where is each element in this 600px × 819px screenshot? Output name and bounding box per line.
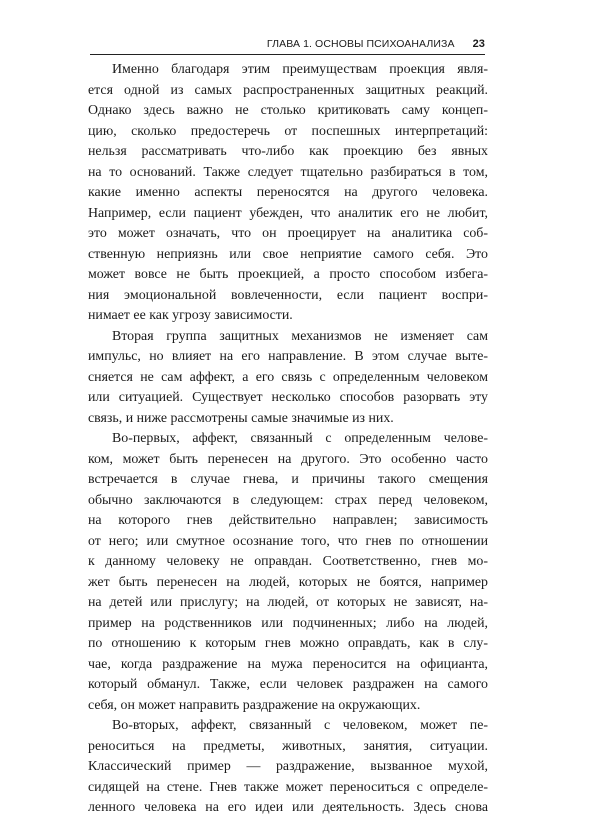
- text-line: может вовсе не быть проекцией, а просто способом избега-: [88, 267, 488, 282]
- text-line: ния эмоциональной вовлеченности, если пациент воспри-: [88, 287, 488, 303]
- text-line: Однако здесь важно не столько критиковать саму концеп-: [88, 103, 488, 118]
- text-line: который обманул. Также, если человек раздражен на самого: [88, 677, 488, 692]
- text-line: ленного человека на его идеи или деятельность. Здесь снова: [88, 800, 488, 815]
- text-line: реноситься на предметы, животных, занятия, ситуации.: [88, 738, 488, 754]
- text-line: себя, он может направить раздражение на окружающих.: [88, 697, 421, 713]
- text-line: Например, если пациент убежден, что аналитик его не любит,: [88, 205, 488, 221]
- text-line: сняется не сам аффект, а его связь с определенным человеком: [88, 369, 488, 385]
- text-line: Классический пример — раздражение, вызванное мухой,: [88, 759, 488, 774]
- text-line: связь, и ниже рассмотрены самые значимые из них.: [88, 410, 394, 426]
- text-line: на то оснований. Также следует тщательно разбираться в том,: [88, 164, 488, 180]
- page-number: 23: [472, 38, 485, 50]
- text-line: встречается в случае гнева, и причины такого смещения: [88, 472, 488, 487]
- paragraph-2: [88, 327, 488, 430]
- text-line: Во-вторых, аффект, связанный с человеком, может пе-: [112, 718, 488, 733]
- text-line: жет быть перенесен на людей, которых не боятся, например: [88, 574, 488, 590]
- text-line: нимает ее как угрозу зависимости.: [88, 308, 293, 323]
- text-line: ком, может быть перенесен на другого. Это особенно часто: [88, 451, 488, 467]
- text-line: это может означать, что он проецирует на аналитика соб-: [88, 226, 488, 241]
- paragraph-4: [88, 716, 488, 819]
- text-line: или ситуацией. Существует несколько способов разорвать эту: [88, 390, 488, 405]
- text-line: какие именно аспекты переносятся на другого человека.: [88, 185, 488, 200]
- text-line: нельзя рассматривать что-либо как проекцию без явных: [88, 144, 488, 159]
- text-line: от него; или смутное осознание того, что гнев по отношении: [88, 533, 488, 549]
- text-line: Вторая группа защитных механизмов не изменяет сам: [112, 328, 488, 344]
- text-line: к данному человеку не оправдан. Соответственно, гнев мо-: [88, 554, 488, 569]
- text-line: на детей или прислугу; на людей, от которых не зависят, на-: [88, 595, 488, 610]
- chapter-title: ГЛАВА 1. ОСНОВЫ ПСИХОАНАЛИЗА: [266, 38, 455, 50]
- text-line: ется одной из самых распространенных защитных реакций.: [88, 82, 488, 98]
- text-line: цию, сколько предостеречь от поспешных интерпретаций:: [88, 123, 488, 139]
- text-line: импульс, но влияет на его направление. В этом случае выте-: [88, 349, 488, 364]
- running-header: [90, 34, 485, 55]
- text-line: Именно благодаря этим преимуществам проекция явля-: [112, 62, 488, 77]
- text-line: ственную неприязнь или свое неприятие самого себя. Это: [88, 246, 488, 262]
- paragraph-3: [88, 429, 488, 716]
- paragraph-1: [88, 60, 488, 327]
- text-line: пример на родственников или подчиненных; либо на людей,: [88, 615, 488, 631]
- text-line: на которого гнев действительно направлен; зависимость: [88, 513, 488, 528]
- text-line: по отношению к которым гнев можно оправдать, как в слу-: [88, 636, 488, 651]
- text-line: сидящей на стене. Гнев также может переноситься с определе-: [88, 779, 488, 795]
- body-text: [88, 60, 488, 819]
- text-line: обычно заключаются в следующем: страх перед человеком,: [88, 492, 488, 508]
- text-line: Во-первых, аффект, связанный с определенным челове-: [112, 431, 488, 446]
- text-line: чае, когда раздражение на мужа переносится на официанта,: [88, 656, 488, 672]
